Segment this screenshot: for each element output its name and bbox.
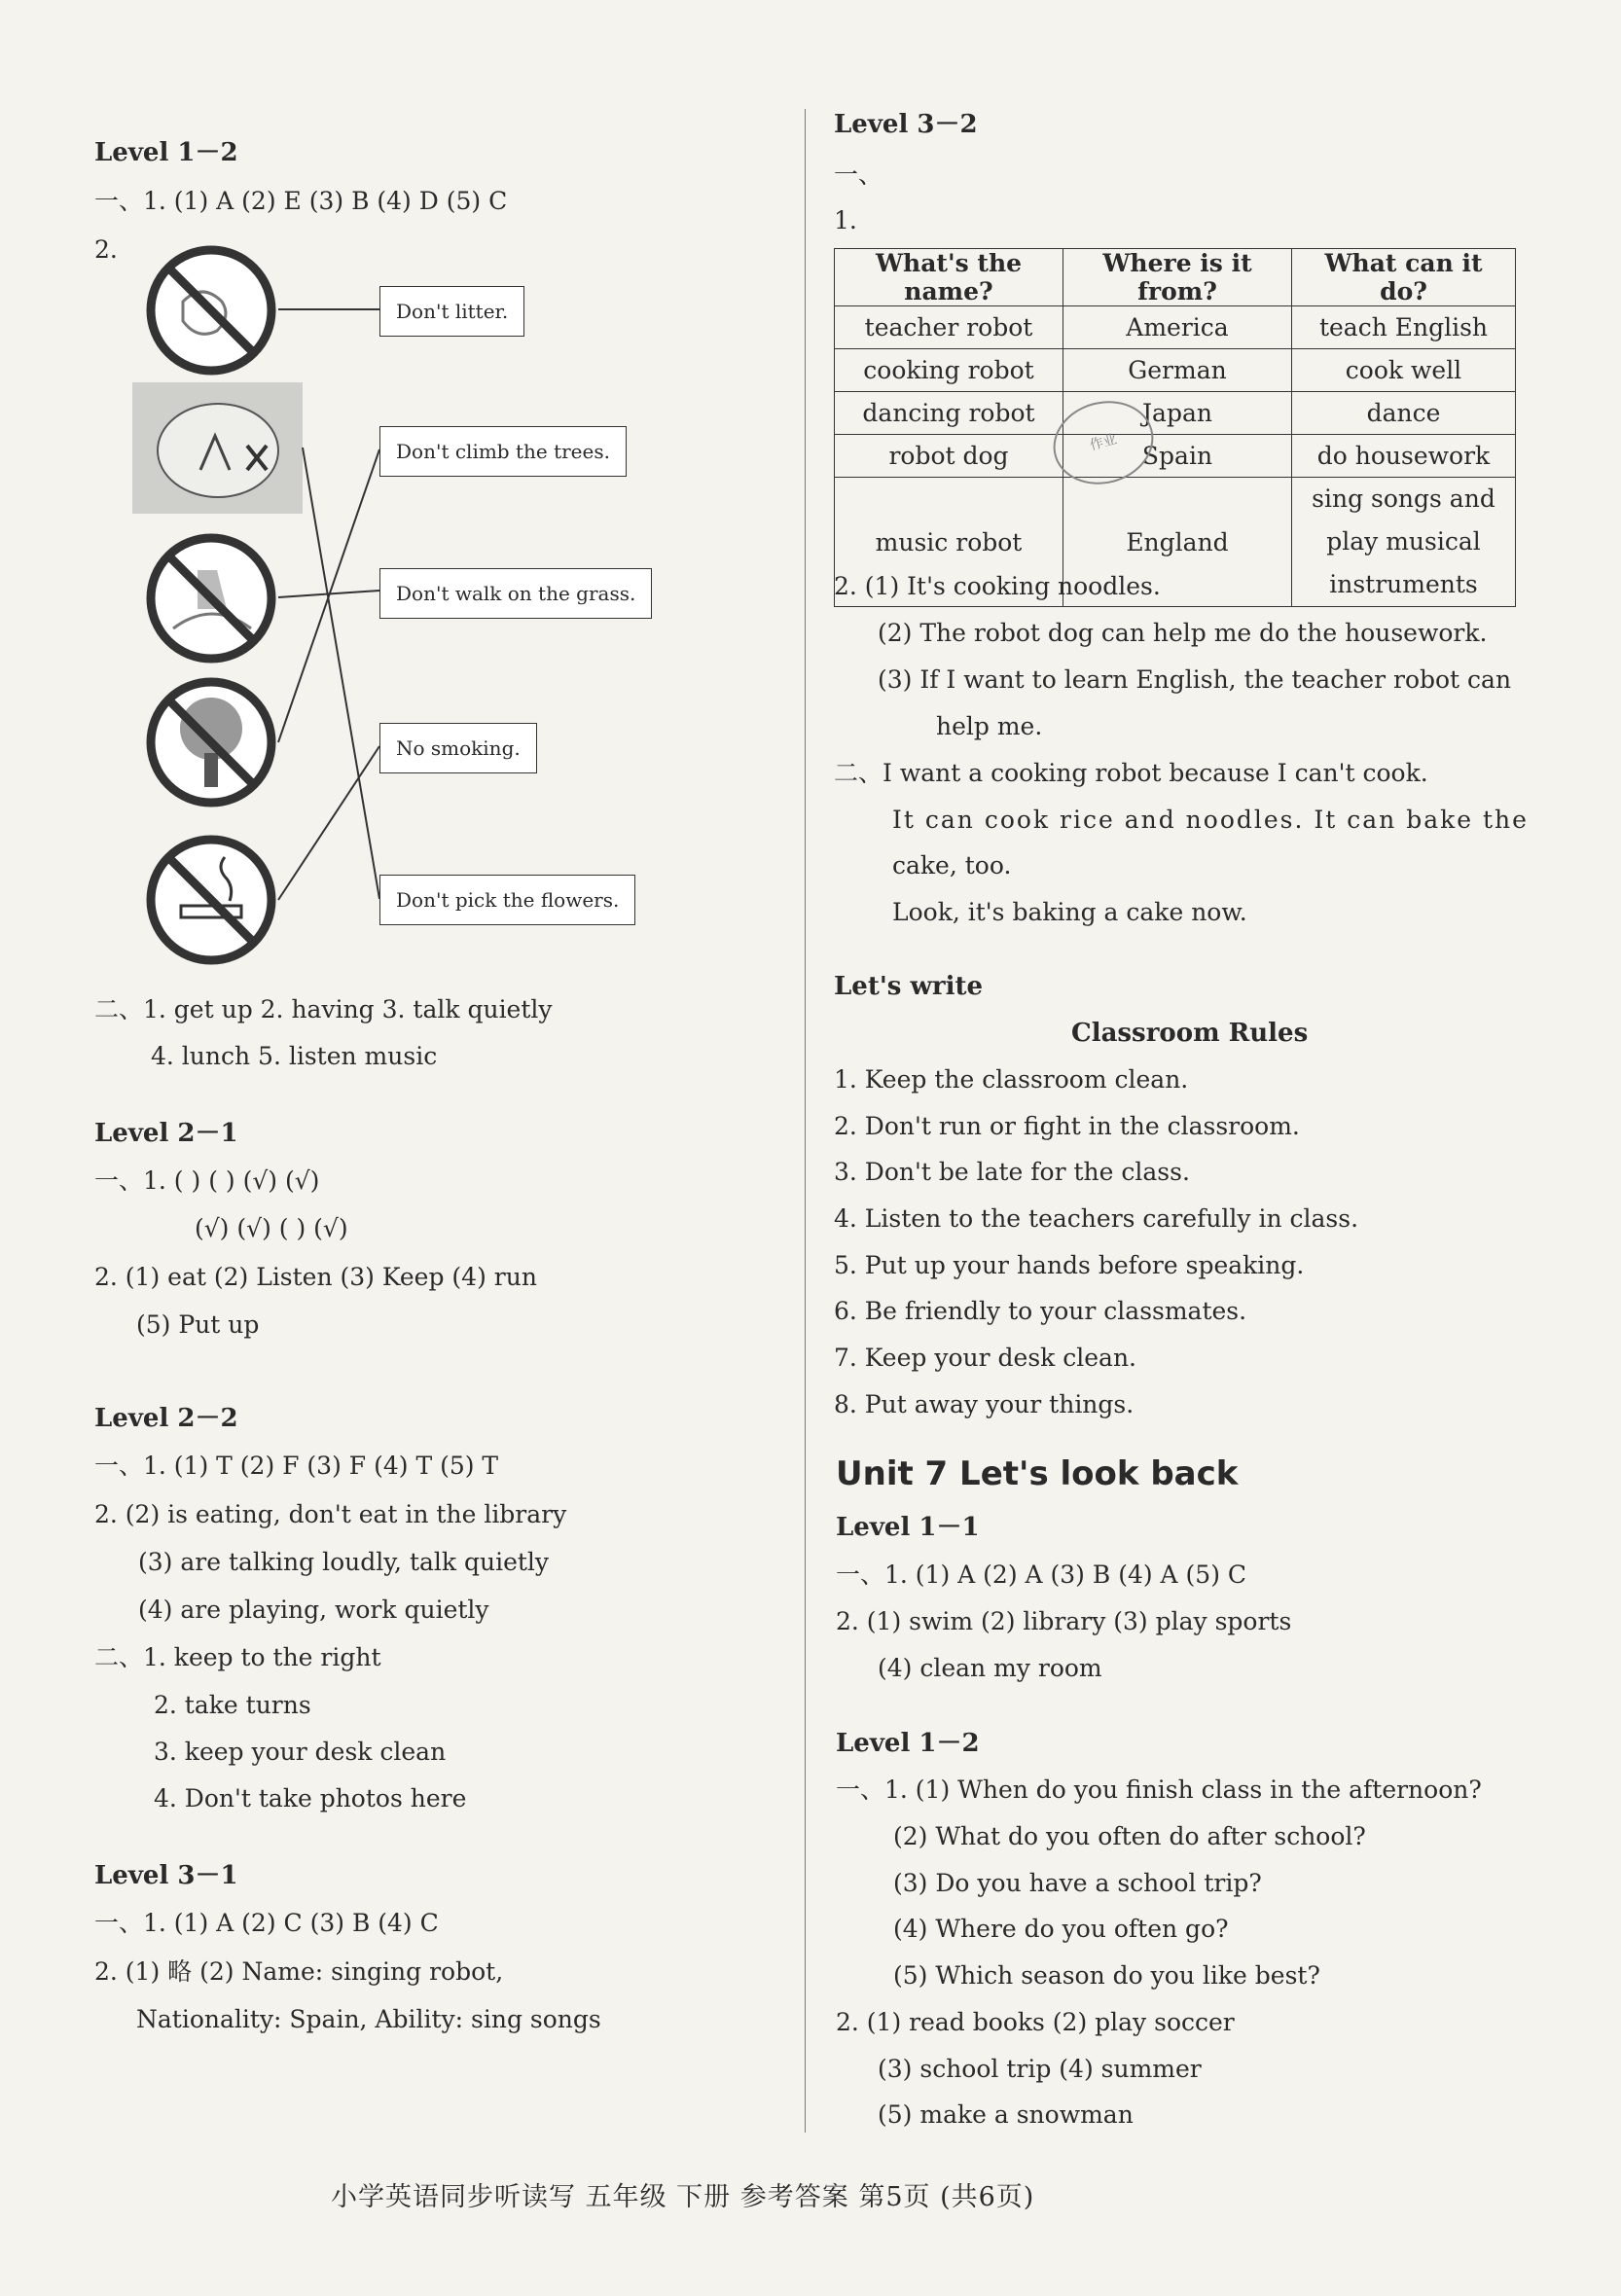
table-cell: dance [1292, 392, 1516, 435]
table-cell: cooking robot [835, 349, 1063, 392]
unit7-level-1-2-heading: Level 1－2 [836, 1729, 980, 1758]
rule-item: 2. Don't run or fight in the classroom. [834, 1112, 1300, 1140]
table-cell: German [1063, 349, 1292, 392]
level-3-2-q2-line1: 2. (1) It's cooking noodles. [834, 572, 1161, 600]
level-3-1-q2-line2: Nationality: Spain, Ability: sing songs [136, 2005, 601, 2033]
table-cell: Japan [1063, 392, 1292, 435]
level-3-2-part2-line3: cake, too. [892, 851, 1012, 879]
level-2-2-part2-line4: 4. Don't take photos here [154, 1784, 467, 1812]
unit7-level-1-1-q2-line1: 2. (1) swim (2) library (3) play sports [836, 1607, 1292, 1635]
level-3-2-part1: 一、 [834, 161, 883, 189]
label-dont-litter: Don't litter. [379, 286, 524, 337]
level-3-1-q2-line1: 2. (1) 略 (2) Name: singing robot, [94, 1957, 504, 1986]
label-dont-climb-trees: Don't climb the trees. [379, 426, 627, 477]
table-cell: music robot [835, 478, 1063, 607]
table-cell: teacher robot [835, 306, 1063, 349]
table-row [835, 349, 1516, 392]
level-2-2-heading: Level 2－2 [94, 1404, 238, 1433]
table-row [835, 392, 1516, 435]
page-footer: 小学英语同步听读写 五年级 下册 参考答案 第5页 (共6页) [331, 2182, 1035, 2212]
robots-table [834, 248, 1516, 607]
level-2-2-part2-line2: 2. take turns [154, 1691, 311, 1719]
table-header-row [835, 249, 1516, 306]
table-row [835, 435, 1516, 478]
level-2-2-part2-line3: 3. keep your desk clean [154, 1738, 447, 1766]
rule-item: 8. Put away your things. [834, 1390, 1135, 1418]
level-1-2-q2-label: 2. [94, 235, 118, 264]
level-2-2-q1: 一、1. (1) T (2) F (3) F (4) T (5) T [94, 1452, 499, 1480]
level-2-1-q1-line1: 一、1. ( ) ( ) (√) (√) [94, 1166, 320, 1195]
level-3-2-heading: Level 3－2 [834, 110, 978, 139]
table-row [835, 306, 1516, 349]
rule-item: 4. Listen to the teachers carefully in class. [834, 1204, 1359, 1233]
unit7-level-1-1-q1: 一、1. (1) A (2) A (3) B (4) A (5) C [836, 1561, 1247, 1589]
rule-item: 5. Put up your hands before speaking. [834, 1251, 1305, 1279]
level-3-2-part2-line1: 二、I want a cooking robot because I can't cook. [834, 759, 1428, 787]
table-header: What can it do? [1292, 249, 1516, 306]
matching-lines [0, 0, 798, 973]
table-cell: Spain [1063, 435, 1292, 478]
unit7-level-1-2-q1-line2: (2) What do you often do after school? [893, 1822, 1366, 1850]
level-1-2-part2-line1: 二、1. get up 2. having 3. talk quietly [94, 995, 553, 1023]
level-1-2-q1: 一、1. (1) A (2) E (3) B (4) D (5) C [94, 187, 508, 215]
label-dont-walk-grass: Don't walk on the grass. [379, 568, 652, 619]
table-header: What's the name? [835, 249, 1063, 306]
level-3-2-part2-line4: Look, it's baking a cake now. [892, 898, 1247, 926]
table-cell: sing songs and play musical instruments [1292, 478, 1516, 607]
level-3-2-q2-line4: help me. [936, 712, 1043, 740]
unit7-level-1-2-q1-line4: (4) Where do you often go? [893, 1915, 1229, 1943]
level-3-1-q1: 一、1. (1) A (2) C (3) B (4) C [94, 1909, 439, 1937]
rule-item: 7. Keep your desk clean. [834, 1344, 1136, 1372]
level-2-2-q2-line3: (4) are playing, work quietly [138, 1596, 489, 1624]
level-2-1-q1-line2: (√) (√) ( ) (√) [195, 1214, 348, 1242]
table-cell: England [1063, 478, 1292, 607]
level-1-2-part2-line2: 4. lunch 5. listen music [151, 1042, 438, 1070]
table-cell: cook well [1292, 349, 1516, 392]
level-2-2-q2-line2: (3) are talking loudly, talk quietly [138, 1548, 550, 1576]
unit7-level-1-2-q1-line3: (3) Do you have a school trip? [893, 1869, 1262, 1897]
unit7-heading: Unit 7 Let's look back [836, 1454, 1239, 1493]
level-3-2-q2-line2: (2) The robot dog can help me do the housework. [878, 619, 1488, 647]
table-cell: do housework [1292, 435, 1516, 478]
level-2-1-q2-line2: (5) Put up [136, 1310, 260, 1339]
level-3-2-q1-label: 1. [834, 206, 857, 234]
label-dont-pick-flowers: Don't pick the flowers. [379, 875, 635, 925]
watermark-stamp: 作业 [1044, 390, 1163, 495]
column-divider [805, 109, 806, 2133]
unit7-level-1-2-q1-line5: (5) Which season do you like best? [893, 1961, 1320, 1990]
unit7-level-1-1-q2-line2: (4) clean my room [878, 1654, 1102, 1682]
classroom-rules-title: Classroom Rules [1071, 1019, 1309, 1048]
table-cell: dancing robot [835, 392, 1063, 435]
rule-item: 3. Don't be late for the class. [834, 1158, 1190, 1186]
unit7-level-1-2-q2-line2: (3) school trip (4) summer [878, 2055, 1202, 2083]
label-no-smoking: No smoking. [379, 723, 537, 773]
rule-item: 1. Keep the classroom clean. [834, 1065, 1189, 1094]
unit7-level-1-1-heading: Level 1－1 [836, 1513, 980, 1542]
table-cell: robot dog [835, 435, 1063, 478]
level-3-2-part2-line2: It can cook rice and noodles. It can bake the [892, 806, 1529, 834]
level-2-2-part2-line1: 二、1. keep to the right [94, 1643, 381, 1671]
unit7-level-1-2-q2-line1: 2. (1) read books (2) play soccer [836, 2008, 1235, 2036]
level-3-2-q2-line3: (3) If I want to learn English, the teacher robot can [878, 665, 1512, 694]
lets-write-heading: Let's write [834, 972, 983, 1001]
level-2-1-heading: Level 2－1 [94, 1119, 238, 1148]
unit7-level-1-2-q2-line3: (5) make a snowman [878, 2100, 1134, 2129]
table-header: Where is it from? [1063, 249, 1292, 306]
table-cell: teach English [1292, 306, 1516, 349]
level-3-1-heading: Level 3－1 [94, 1861, 238, 1890]
table-cell: America [1063, 306, 1292, 349]
level-2-1-q2-line1: 2. (1) eat (2) Listen (3) Keep (4) run [94, 1263, 537, 1291]
rule-item: 6. Be friendly to your classmates. [834, 1297, 1247, 1325]
level-1-2-heading: Level 1－2 [94, 138, 238, 167]
level-2-2-q2-line1: 2. (2) is eating, don't eat in the library [94, 1500, 567, 1528]
unit7-level-1-2-q1-line1: 一、1. (1) When do you finish class in the afternoon? [836, 1776, 1482, 1804]
